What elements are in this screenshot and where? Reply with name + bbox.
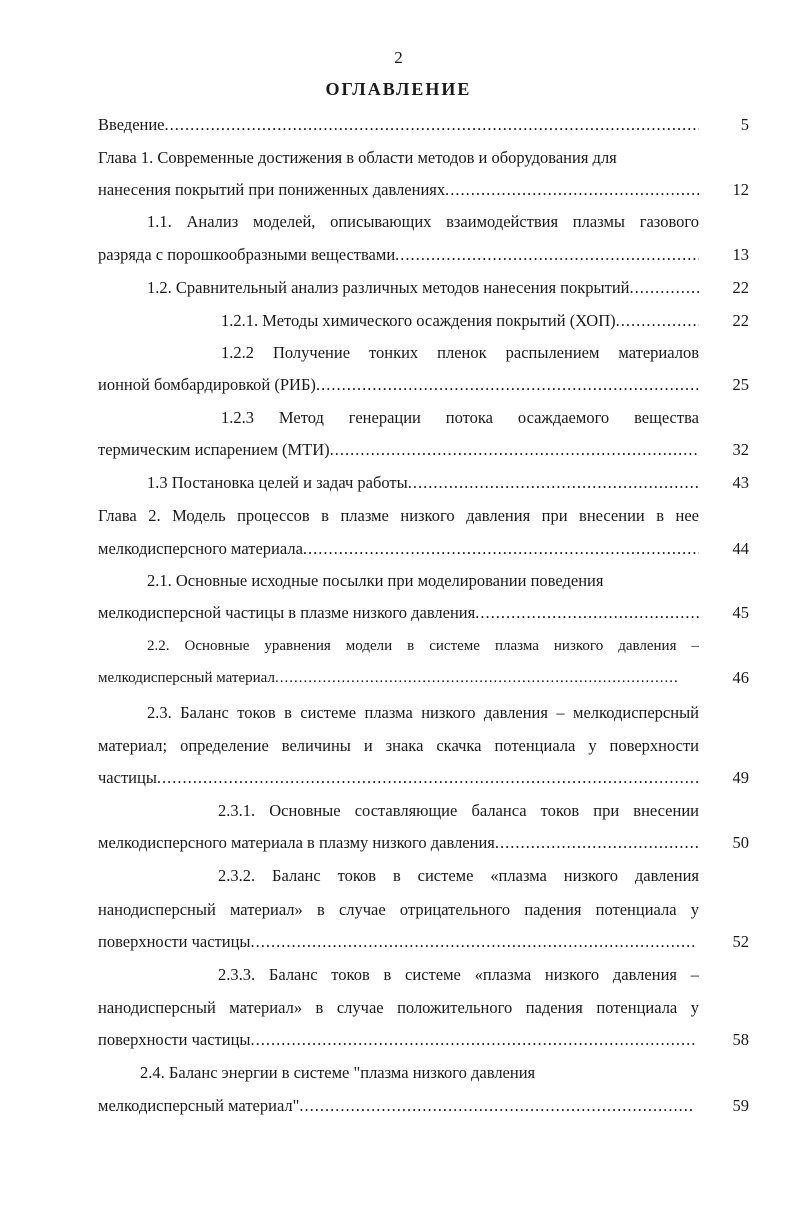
toc-entry-chapter-2[interactable] [98,504,699,528]
toc-entry-text: поверхности частицы [98,932,251,951]
toc-entry-2-3-3-cont2[interactable] [98,1028,695,1052]
toc-entry-1-2-2-cont[interactable] [98,373,699,397]
toc-entry-2-3[interactable] [147,701,699,725]
toc-entry-text: ионной бомбардировкой (РИБ) [98,375,316,394]
toc-entry-text: Введение [98,115,165,134]
toc-entry-text: 1.2.2 Получение тонких пленок распылением материалов [221,343,699,362]
toc-page-number: 59 [732,1096,749,1115]
toc-page-number: 52 [732,932,749,951]
toc-entry-text: нанодисперсный материал» в случае отрицательного падения потенциала у [98,900,699,919]
toc-entry-text: 1.3 Постановка целей и задач работы [147,473,408,492]
toc-leader [495,831,699,855]
toc-entry-1-2-3-cont[interactable] [98,438,699,462]
toc-leader [445,178,699,202]
toc-entry-2-3-2-cont[interactable] [98,898,699,922]
toc-entry-text: 1.1. Анализ моделей, описывающих взаимодействия плазмы газового [147,212,699,231]
toc-entry-1-1[interactable] [147,210,699,234]
toc-entry-text: мелкодисперсного материала [98,539,303,558]
toc-page-number: 22 [732,311,749,330]
toc-entry-2-3-2-cont2[interactable] [98,930,695,954]
toc-entry-text: 1.2.3 Метод генерации потока осаждаемого вещества [221,408,699,427]
page-number: 2 [394,48,403,67]
toc-entry-1-3[interactable] [147,471,699,495]
toc-entry-2-3-3-cont[interactable] [98,996,699,1020]
toc-entry-chapter-1-cont[interactable] [98,178,699,202]
toc-entry-text: Глава 2. Модель процессов в плазме низкого давления при внесении в нее [98,506,699,525]
toc-leader [250,930,695,954]
toc-entry-1-2-2[interactable] [221,341,699,365]
page-title: ОГЛАВЛЕНИЕ [325,79,472,99]
toc-entry-text: мелкодисперсного материала в плазму низкого давления [98,833,495,852]
toc-entry-text: нанодисперсный материал» в случае положительного падения потенциала у [98,998,699,1017]
toc-entry-text: мелкодисперсной частицы в плазме низкого давления [98,603,476,622]
toc-entry-text: 2.2. Основные уравнения модели в системе плазма низкого давления – [147,638,699,654]
toc-leader [616,309,699,333]
toc-page-number: 45 [732,603,749,622]
toc-entry-text: разряда с порошкообразными веществами [98,245,396,264]
toc-leader [275,666,678,690]
toc-entry-1-2[interactable] [147,276,699,300]
toc-leader [475,601,699,625]
toc-entry-text: 2.3.1. Основные составляющие баланса токов при внесении [218,801,699,820]
toc-leader [299,1094,695,1118]
toc-page-number: 25 [732,375,749,394]
toc-page-number: 50 [732,833,749,852]
toc-page-number: 12 [732,180,749,199]
toc-entry-intro[interactable] [98,113,699,137]
toc-entry-chapter-2-cont[interactable] [98,537,699,561]
toc-leader [330,438,699,462]
toc-page-number: 13 [732,245,749,264]
toc-entry-2-1-cont[interactable] [98,601,699,625]
toc-page-number: 44 [732,539,749,558]
toc-entry-text: материал; определение величины и знака скачка потенциала у поверхности [98,736,699,755]
toc-entry-2-3-1[interactable] [218,799,699,823]
toc-leader [157,766,699,790]
toc-entry-text: термическим испарением (МТИ) [98,440,330,459]
toc-entry-2-3-cont[interactable] [98,734,699,758]
toc-entry-2-4-cont[interactable] [98,1094,695,1118]
toc-entry-2-3-3[interactable] [218,963,699,987]
toc-entry-text: 2.3.2. Баланс токов в системе «плазма низкого давления [218,866,699,885]
toc-leader [395,243,699,267]
toc-entry-text: 1.2.1. Методы химического осаждения покрытий (ХОП) [221,311,616,330]
toc-entry-text: 2.3.3. Баланс токов в системе «плазма низкого давления – [218,965,699,984]
toc-leader [408,471,699,495]
toc-entry-1-2-1[interactable] [221,309,699,333]
toc-page-number: 49 [732,768,749,787]
toc-entry-text: мелкодисперсный материал" [98,1096,300,1115]
toc-entry-text: Глава 1. Современные достижения в области методов и оборудования для [98,148,617,167]
toc-entry-chapter-1[interactable] [98,146,699,170]
toc-entry-text: 2.4. Баланс энергии в системе "плазма низкого давления [140,1063,536,1082]
toc-entry-1-1-cont[interactable] [98,243,699,267]
toc-entry-2-4[interactable] [140,1061,699,1085]
toc-entry-2-1[interactable] [147,569,699,593]
toc-page-number: 22 [732,278,749,297]
toc-leader [165,113,699,137]
toc-leader [250,1028,695,1052]
toc-page-number: 46 [732,668,749,687]
toc-entry-text: поверхности частицы [98,1030,251,1049]
toc-page-number: 5 [740,115,749,134]
toc-entry-text: 1.2. Сравнительный анализ различных методов нанесения покрытий [147,278,630,297]
toc-leader [303,537,699,561]
toc-entry-text: 2.3. Баланс токов в системе плазма низкого давления – мелкодисперсный [147,703,699,722]
toc-entry-2-3-cont2[interactable] [98,766,699,790]
toc-entry-2-2-cont[interactable] [98,666,678,690]
toc-entry-2-3-1-cont[interactable] [98,831,699,855]
toc-page-number: 43 [732,473,749,492]
toc-leader [629,276,699,300]
toc-entry-2-3-2[interactable] [218,864,699,888]
toc-entry-1-2-3[interactable] [221,406,699,430]
toc-entry-2-2[interactable] [147,634,699,658]
toc-page-number: 58 [732,1030,749,1049]
toc-entry-text: частицы [98,768,157,787]
toc-entry-text: нанесения покрытий при пониженных давлениях [98,180,446,199]
toc-entry-text: 2.1. Основные исходные посылки при моделировании поведения [147,571,604,590]
toc-leader [316,373,699,397]
toc-page-number: 32 [732,440,749,459]
toc-entry-text: мелкодисперсный материал [98,670,275,686]
